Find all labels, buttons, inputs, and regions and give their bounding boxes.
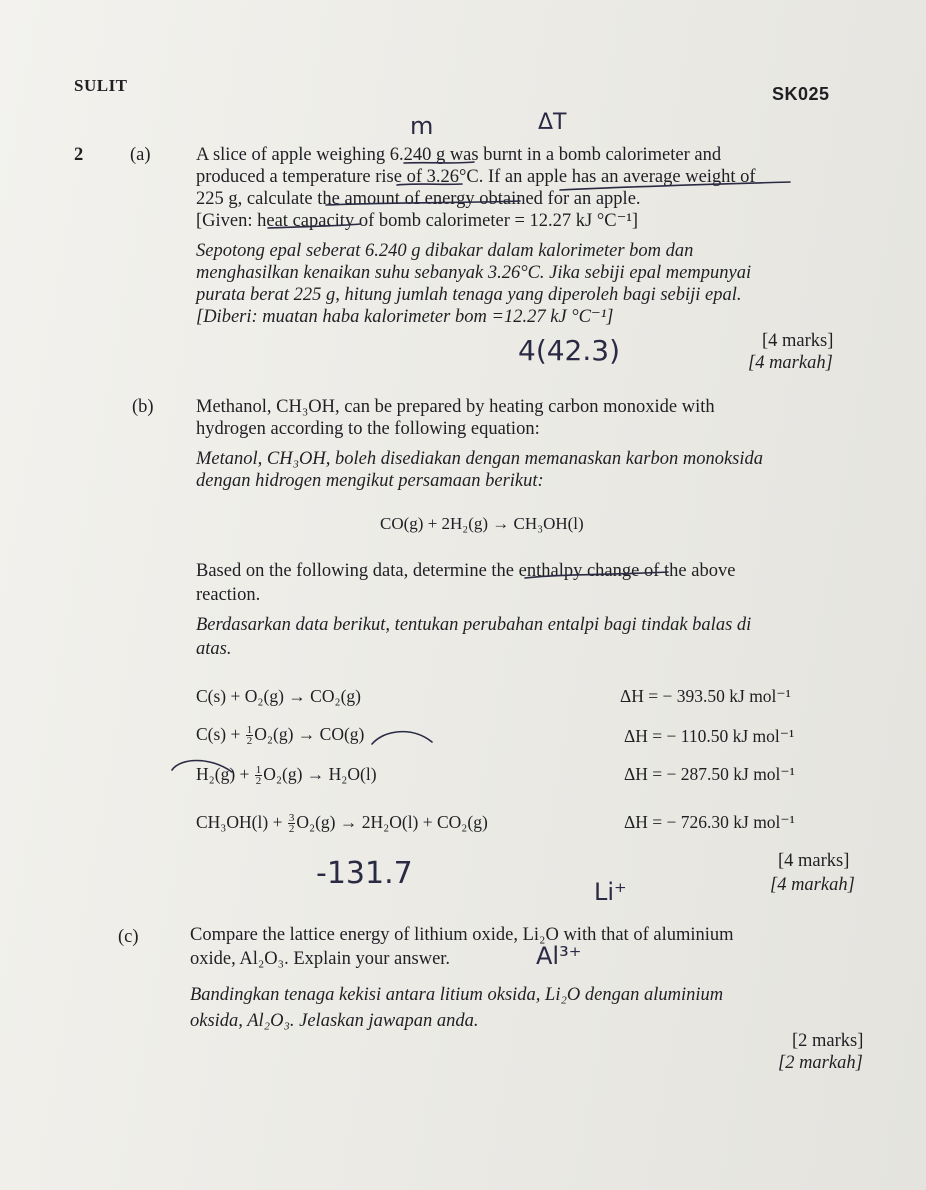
underline-mass xyxy=(404,162,474,163)
handwritten-answer: -131.7 xyxy=(316,856,413,891)
underline-enthalpy-change xyxy=(525,572,668,578)
instruction-ms-line: Berdasarkan data berikut, tentukan perubahan entalpi bagi tindak balas di xyxy=(196,615,752,635)
underline-calorimeter xyxy=(268,224,360,228)
handwritten-al-ion: Al³⁺ xyxy=(536,942,582,970)
header-sulit: SULIT xyxy=(74,76,128,95)
part-b-markah: [4 markah] xyxy=(770,875,855,895)
reaction-enthalpy: ΔH = − 393.50 kJ mol⁻¹ xyxy=(620,686,791,706)
header-code: SK025 xyxy=(772,84,830,104)
instruction-en-line: Based on the following data, determine the enthalpy change of the above xyxy=(196,561,736,581)
part-b-en-line: Methanol, CH₃OH, can be prepared by heating carbon monoxide with xyxy=(196,397,715,417)
part-a-marks: [4 marks] xyxy=(762,331,834,351)
handwritten-calculation: 4(42.3) xyxy=(518,334,621,367)
part-b-ms-line: Metanol, CH₃OH, boleh disediakan dengan memanaskan karbon monoksida xyxy=(196,449,764,469)
part-a-label: (a) xyxy=(130,145,151,165)
part-a-en-line: produced a temperature rise of 3.26°C. If an apple has an average weight of xyxy=(196,167,756,187)
reaction-lhs-o2: O₂(g) xyxy=(263,764,303,784)
reaction-lhs: C(s) + xyxy=(196,724,245,744)
reaction-rhs: H₂O(l) xyxy=(328,764,377,784)
handwritten-delta-t: ΔT xyxy=(538,110,567,135)
part-a-en-line: 225 g, calculate the amount of energy obtained for an apple. xyxy=(196,189,641,209)
part-c-marks: [2 marks] xyxy=(792,1031,864,1051)
reaction-rhs: CO₂(g) xyxy=(310,686,361,706)
part-b-label: (b) xyxy=(132,397,154,417)
fraction-denominator: 2 xyxy=(246,735,253,748)
handwritten-m: m xyxy=(410,112,434,140)
arrow: → xyxy=(339,812,362,832)
fraction-numerator: 1 xyxy=(246,724,253,737)
reaction-enthalpy: ΔH = − 287.50 kJ mol⁻¹ xyxy=(624,764,795,784)
reaction-lhs: CH₃OH(l) + xyxy=(196,812,287,832)
part-a-markah: [4 markah] xyxy=(748,353,833,373)
part-a-given: [Given: heat capacity of bomb calorimeter = 12.27 kJ °C⁻¹] xyxy=(196,211,639,231)
part-b-en-line: hydrogen according to the following equation: xyxy=(196,419,540,439)
handwritten-li-ion: Li⁺ xyxy=(594,878,627,906)
reaction-rhs: CO(g) xyxy=(319,724,365,744)
part-a-en-line: A slice of apple weighing 6.240 g was burnt in a bomb calorimeter and xyxy=(196,145,722,165)
arrow: → xyxy=(306,764,329,784)
part-a-ms-line: purata berat 225 g, hitung jumlah tenaga yang diperoleh bagi sebiji epal. xyxy=(196,285,742,305)
reaction-enthalpy: ΔH = − 726.30 kJ mol⁻¹ xyxy=(624,812,795,832)
arrow: → xyxy=(288,686,311,706)
underline-average-weight xyxy=(560,182,790,190)
instruction-en-line: reaction. xyxy=(196,585,261,605)
reaction-rhs: 2H₂O(l) + CO₂(g) xyxy=(361,812,488,832)
reaction-lhs: C(s) + O₂(g) xyxy=(196,686,284,706)
part-a-ms-line: menghasilkan kenaikan suhu sebanyak 3.26°C. Jika sebiji epal mempunyai xyxy=(196,263,752,283)
reaction-lhs: H₂(g) + xyxy=(196,764,254,784)
question-number: 2 xyxy=(74,145,84,165)
part-b-marks: [4 marks] xyxy=(778,851,850,871)
reaction-lhs-o2: O₂(g) xyxy=(296,812,336,832)
underline-temperature xyxy=(397,184,462,185)
instruction-ms-line: atas. xyxy=(196,639,232,659)
reaction-enthalpy: ΔH = − 110.50 kJ mol⁻¹ xyxy=(624,726,795,746)
underline-energy xyxy=(326,201,520,205)
fraction-numerator: 1 xyxy=(255,764,262,777)
part-b-ms-line: dengan hidrogen mengikut persamaan berikut: xyxy=(196,471,544,491)
arc-co xyxy=(372,732,432,744)
fraction-denominator: 2 xyxy=(255,775,262,788)
part-c-ms-line: Bandingkan tenaga kekisi antara litium oksida, Li₂O dengan aluminium xyxy=(190,985,724,1005)
part-c-markah: [2 markah] xyxy=(778,1053,863,1073)
fraction-denominator: 2 xyxy=(288,823,295,836)
reaction-lhs-o2: O₂(g) xyxy=(254,724,294,744)
part-a-ms-given: [Diberi: muatan haba kalorimeter bom =12.27 kJ °C⁻¹] xyxy=(196,307,614,327)
part-c-label: (c) xyxy=(118,927,139,947)
part-c-en-line: oxide, Al₂O₃. Explain your answer. xyxy=(190,949,451,969)
part-c-en-line: Compare the lattice energy of lithium oxide, Li₂O with that of aluminium xyxy=(190,925,734,945)
arc-h2 xyxy=(172,761,232,773)
fraction-numerator: 3 xyxy=(288,812,295,825)
main-equation: CO(g) + 2H₂(g) → CH₃OH(l) xyxy=(380,514,584,533)
part-a-ms-line: Sepotong epal seberat 6.240 g dibakar dalam kalorimeter bom dan xyxy=(196,241,694,261)
part-c-ms-line: oksida, Al₂O₃. Jelaskan jawapan anda. xyxy=(190,1011,479,1031)
arrow: → xyxy=(297,724,320,744)
